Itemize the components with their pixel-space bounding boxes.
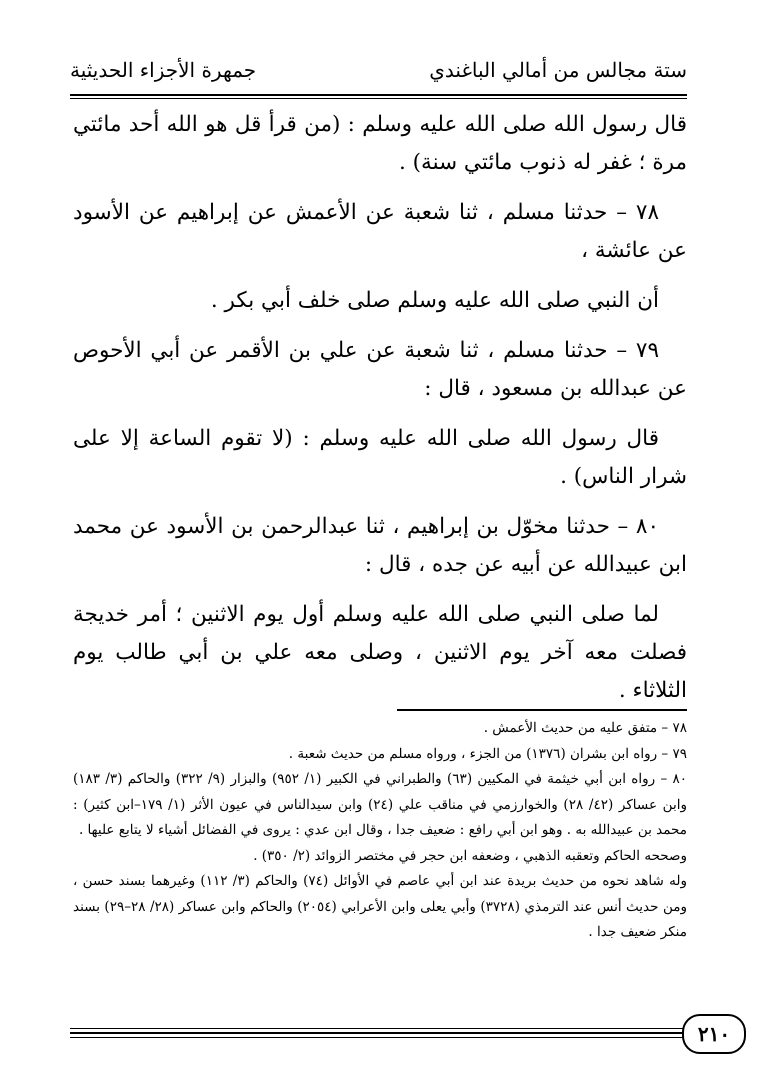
footer-rule-bottom: [70, 1037, 687, 1038]
paragraph-hadith-80-matn: لما صلى النبي صلى الله عليه وسلم أول يوم الاثنين ؛ أمر خديجة فصلت معه آخر يوم الاثنين ، وصلى معه علي بن أبي طالب يوم الثلاثاء .: [73, 602, 687, 703]
paragraph-hadith-77-end: قال رسول الله صلى الله عليه وسلم : (من قرأ قل هو الله أحد مائتي مرة ؛ غفر له ذنوب مائتي سنة) .: [73, 112, 687, 175]
footnote-80-note: وصححه الحاكم وتعقبه الذهبي ، وضعفه ابن حجر في مختصر الزوائد (٢/ ٣٥٠) .: [253, 847, 687, 864]
running-header: [70, 58, 687, 92]
footer-rule-thick: [70, 1032, 687, 1034]
book-title: ستة مجالس من أمالي الباغندي: [429, 58, 687, 82]
paragraph-hadith-80-isnad: ٨٠ – حدثنا مخوّل بن إبراهيم ، ثنا عبدالرحمن بن الأسود عن محمد ابن عبيدالله عن أبيه عن جده ، قال :: [73, 514, 687, 577]
footnote-80: ٨٠ – رواه ابن أبي خيثمة في المكيين (٦٣) والطبراني في الكبير (١/ ٩٥٢) والبزار (٩/ ٣٢٢) والحاكم (٣/ ١٨٣) وابن عساكر (٤٢/ ٢٨) والخوارزمي في مناقب علي (٢٤) وابن سيدالناس في عيون الأثر (١/ ١٧٩–ابن كثير) : محمد بن عبيدالله به . وهو ابن أبي رافع : ضعيف جدا ، وقال ابن عدي : يروى في الفضائل أشياء لا يتابع عليها .: [73, 771, 688, 838]
paragraph-hadith-79-matn: قال رسول الله صلى الله عليه وسلم : (لا تقوم الساعة إلا على شرار الناس) .: [73, 426, 687, 489]
footer-rule: [70, 1028, 687, 1029]
header-rule: [70, 94, 687, 96]
footnotes: [73, 716, 687, 946]
footnote-separator: [397, 709, 687, 711]
paragraph-hadith-78-isnad: ٧٨ – حدثنا مسلم ، ثنا شعبة عن الأعمش عن إبراهيم عن الأسود عن عائشة ،: [73, 200, 687, 263]
footnote-78: ٧٨ – متفق عليه من حديث الأعمش .: [483, 720, 687, 736]
page-footer: [70, 1014, 731, 1054]
main-text: [73, 106, 687, 722]
header-rule-thin: [70, 98, 687, 99]
paragraph-hadith-79-isnad: ٧٩ – حدثنا مسلم ، ثنا شعبة عن علي بن الأقمر عن أبي الأحوص عن عبدالله بن مسعود ، قال :: [73, 338, 687, 401]
footnote-80-witness: وله شاهد نحوه من حديث بريدة عند ابن أبي عاصم في الأوائل (٧٤) والحاكم (٣/ ١١٢) وغيرهما بسند حسن ، ومن حديث أنس عند الترمذي (٣٧٢٨) وأبي يعلى وابن الأعرابي (٢٠٥٤) والحاكم وابن عساكر (٢٨/ ٢٨–٢٩) بسند منكر ضعيف جدا .: [73, 873, 687, 940]
footnote-79: ٧٩ – رواه ابن بشران (١٣٧٦) من الجزء ، ورواه مسلم من حديث شعبة .: [288, 745, 687, 762]
series-title: جمهرة الأجزاء الحديثية: [70, 58, 257, 82]
paragraph-hadith-78-matn: أن النبي صلى الله عليه وسلم صلى خلف أبي بكر .: [210, 288, 659, 313]
page-number: ٢١٠: [682, 1014, 746, 1054]
